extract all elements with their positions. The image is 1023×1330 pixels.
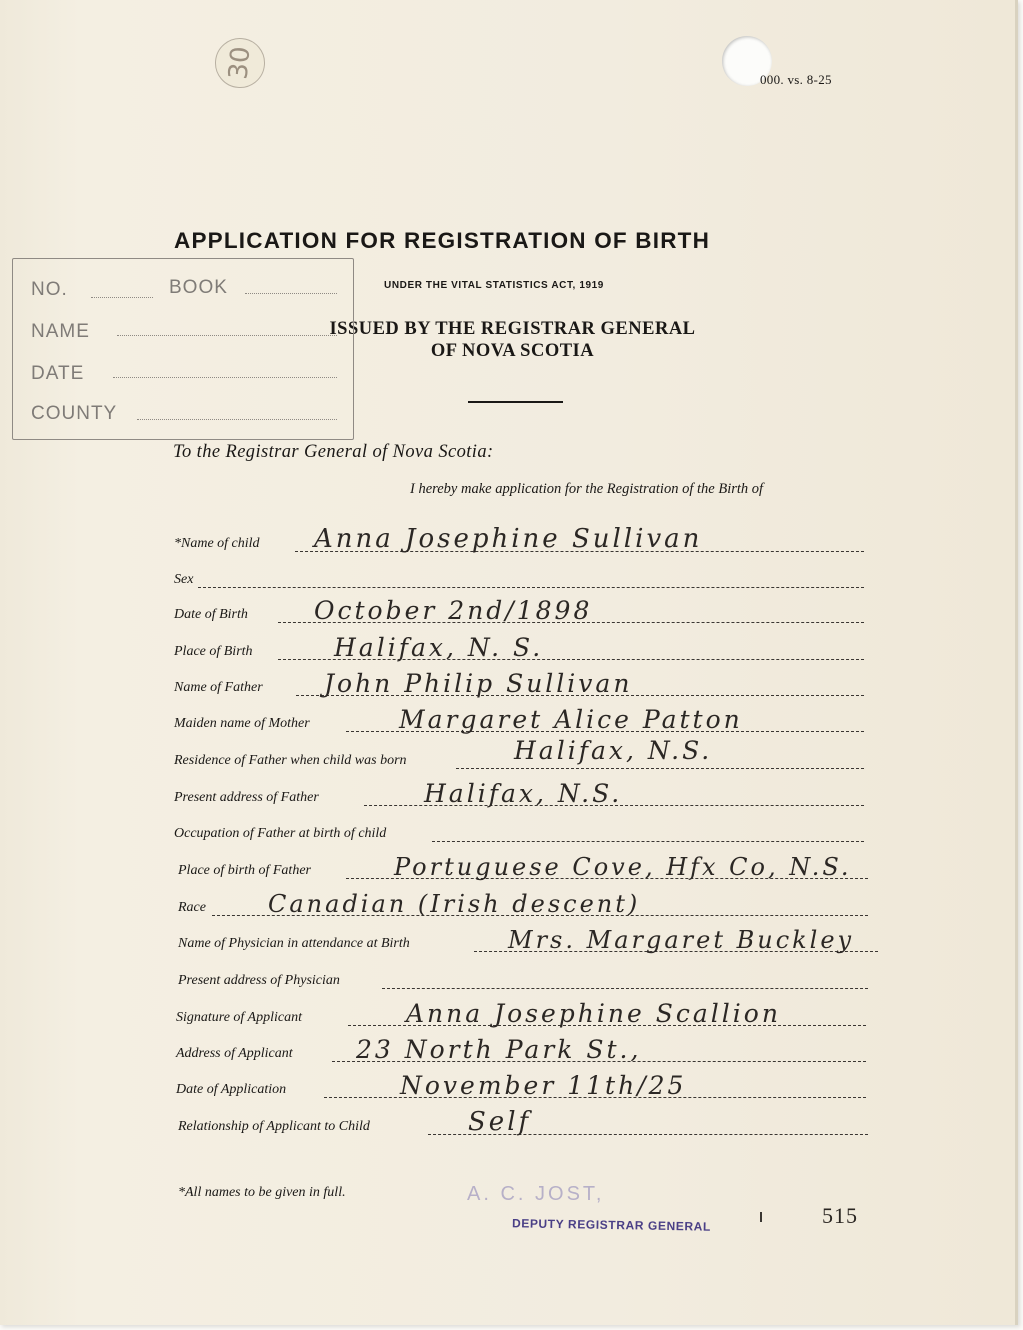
- handwritten-value: Anna Josephine Scallion: [406, 999, 781, 1028]
- field-label: *Name of child: [174, 536, 260, 551]
- field-line: [382, 988, 868, 989]
- field-date-of-application: [176, 1071, 866, 1100]
- page-number: 515: [822, 1203, 858, 1228]
- document-subtitle: UNDER THE VITAL STATISTICS ACT, 1919: [384, 280, 604, 291]
- field-label: Sex: [174, 572, 194, 587]
- field-line: [432, 841, 864, 842]
- field-label: Residence of Father when child was born: [174, 753, 407, 768]
- stamp-county-line: [137, 419, 337, 420]
- field-label: Date of Application: [176, 1082, 287, 1097]
- registry-stamp-box: [12, 258, 354, 440]
- footnote: *All names to be given in full.: [178, 1185, 346, 1200]
- stamp-book-line: [245, 293, 337, 294]
- official-stamp-title: DEPUTY REGISTRAR GENERAL: [511, 1216, 711, 1234]
- handwritten-value: Margaret Alice Patton: [399, 705, 743, 734]
- field-residence-of-father: [174, 736, 864, 771]
- handwritten-value: Halifax, N.S.: [514, 736, 713, 765]
- field-address-of-applicant: [176, 1035, 866, 1064]
- field-line: [198, 587, 864, 588]
- field-label: Address of Applicant: [176, 1046, 293, 1061]
- field-label: Signature of Applicant: [176, 1010, 302, 1025]
- field-physician-address: [178, 967, 868, 991]
- stamp-date-line: [113, 377, 337, 378]
- field-race: [178, 890, 868, 918]
- field-label: Maiden name of Mother: [174, 716, 310, 731]
- field-physician: [178, 926, 878, 954]
- field-place-of-birth: [174, 633, 864, 662]
- stamp-name-label: NAME: [31, 321, 90, 342]
- handwritten-value: Anna Josephine Sullivan: [314, 524, 703, 554]
- field-line: [456, 768, 864, 769]
- issuer-line-2: OF NOVA SCOTIA: [430, 341, 595, 361]
- stamp-book-label: BOOK: [169, 277, 228, 298]
- field-sex: [174, 566, 864, 590]
- field-label: Occupation of Father at birth of child: [174, 826, 387, 841]
- field-label: Relationship of Applicant to Child: [178, 1119, 370, 1134]
- title-divider: [468, 401, 563, 403]
- handwritten-value: Mrs. Margaret Buckley: [508, 926, 855, 954]
- field-label: Place of birth of Father: [178, 863, 311, 878]
- handwritten-value: October 2nd/1898: [314, 596, 593, 625]
- handwritten-value: Halifax, N. S.: [334, 633, 544, 662]
- tick-mark: [760, 1212, 762, 1222]
- stamp-name-line: [117, 335, 337, 336]
- field-label: Name of Father: [174, 680, 263, 695]
- issuer-line-1: ISSUED BY THE REGISTRAR GENERAL: [329, 319, 696, 339]
- document-title: APPLICATION FOR REGISTRATION OF BIRTH: [174, 228, 711, 253]
- field-occupation-of-father: [174, 820, 864, 844]
- field-name-of-father: [174, 669, 864, 698]
- intro-text: I hereby make application for the Registration of the Birth of: [410, 481, 764, 497]
- field-relationship: [178, 1107, 868, 1137]
- issuer-block: [290, 318, 735, 362]
- stamp-county-label: COUNTY: [31, 403, 118, 424]
- handwritten-value: November 11th/25: [400, 1071, 687, 1100]
- form-code: 000. vs. 8-25: [760, 72, 832, 87]
- field-label: Present address of Father: [174, 790, 319, 805]
- handwritten-value: Canadian (Irish descent): [268, 890, 641, 918]
- salutation: To the Registrar General of Nova Scotia:: [173, 442, 494, 462]
- margin-mark: 30: [223, 45, 257, 81]
- field-label: Place of Birth: [174, 644, 253, 659]
- punch-hole-with-mark: [213, 36, 267, 90]
- field-present-address-of-father: [174, 779, 864, 808]
- field-name-of-child: [174, 524, 864, 554]
- handwritten-value: John Philip Sullivan: [324, 669, 633, 698]
- field-label: Date of Birth: [174, 607, 248, 622]
- field-label: Race: [178, 900, 206, 915]
- official-stamp-name: A. C. JOST,: [467, 1183, 605, 1205]
- handwritten-value: Self: [468, 1107, 532, 1137]
- stamp-no-line: [91, 297, 153, 298]
- handwritten-value: 23 North Park St.,: [356, 1035, 642, 1064]
- handwritten-value: Portuguese Cove, Hfx Co, N.S.: [394, 853, 852, 881]
- field-maiden-name-of-mother: [174, 705, 864, 734]
- field-place-of-birth-of-father: [178, 853, 868, 881]
- field-signature-of-applicant: [176, 999, 866, 1028]
- field-label: Name of Physician in attendance at Birth: [178, 936, 410, 951]
- handwritten-value: Halifax, N.S.: [424, 779, 623, 808]
- field-date-of-birth: [174, 596, 864, 625]
- stamp-date-label: DATE: [31, 363, 85, 384]
- stamp-no-label: NO.: [31, 279, 68, 300]
- field-label: Present address of Physician: [178, 973, 340, 988]
